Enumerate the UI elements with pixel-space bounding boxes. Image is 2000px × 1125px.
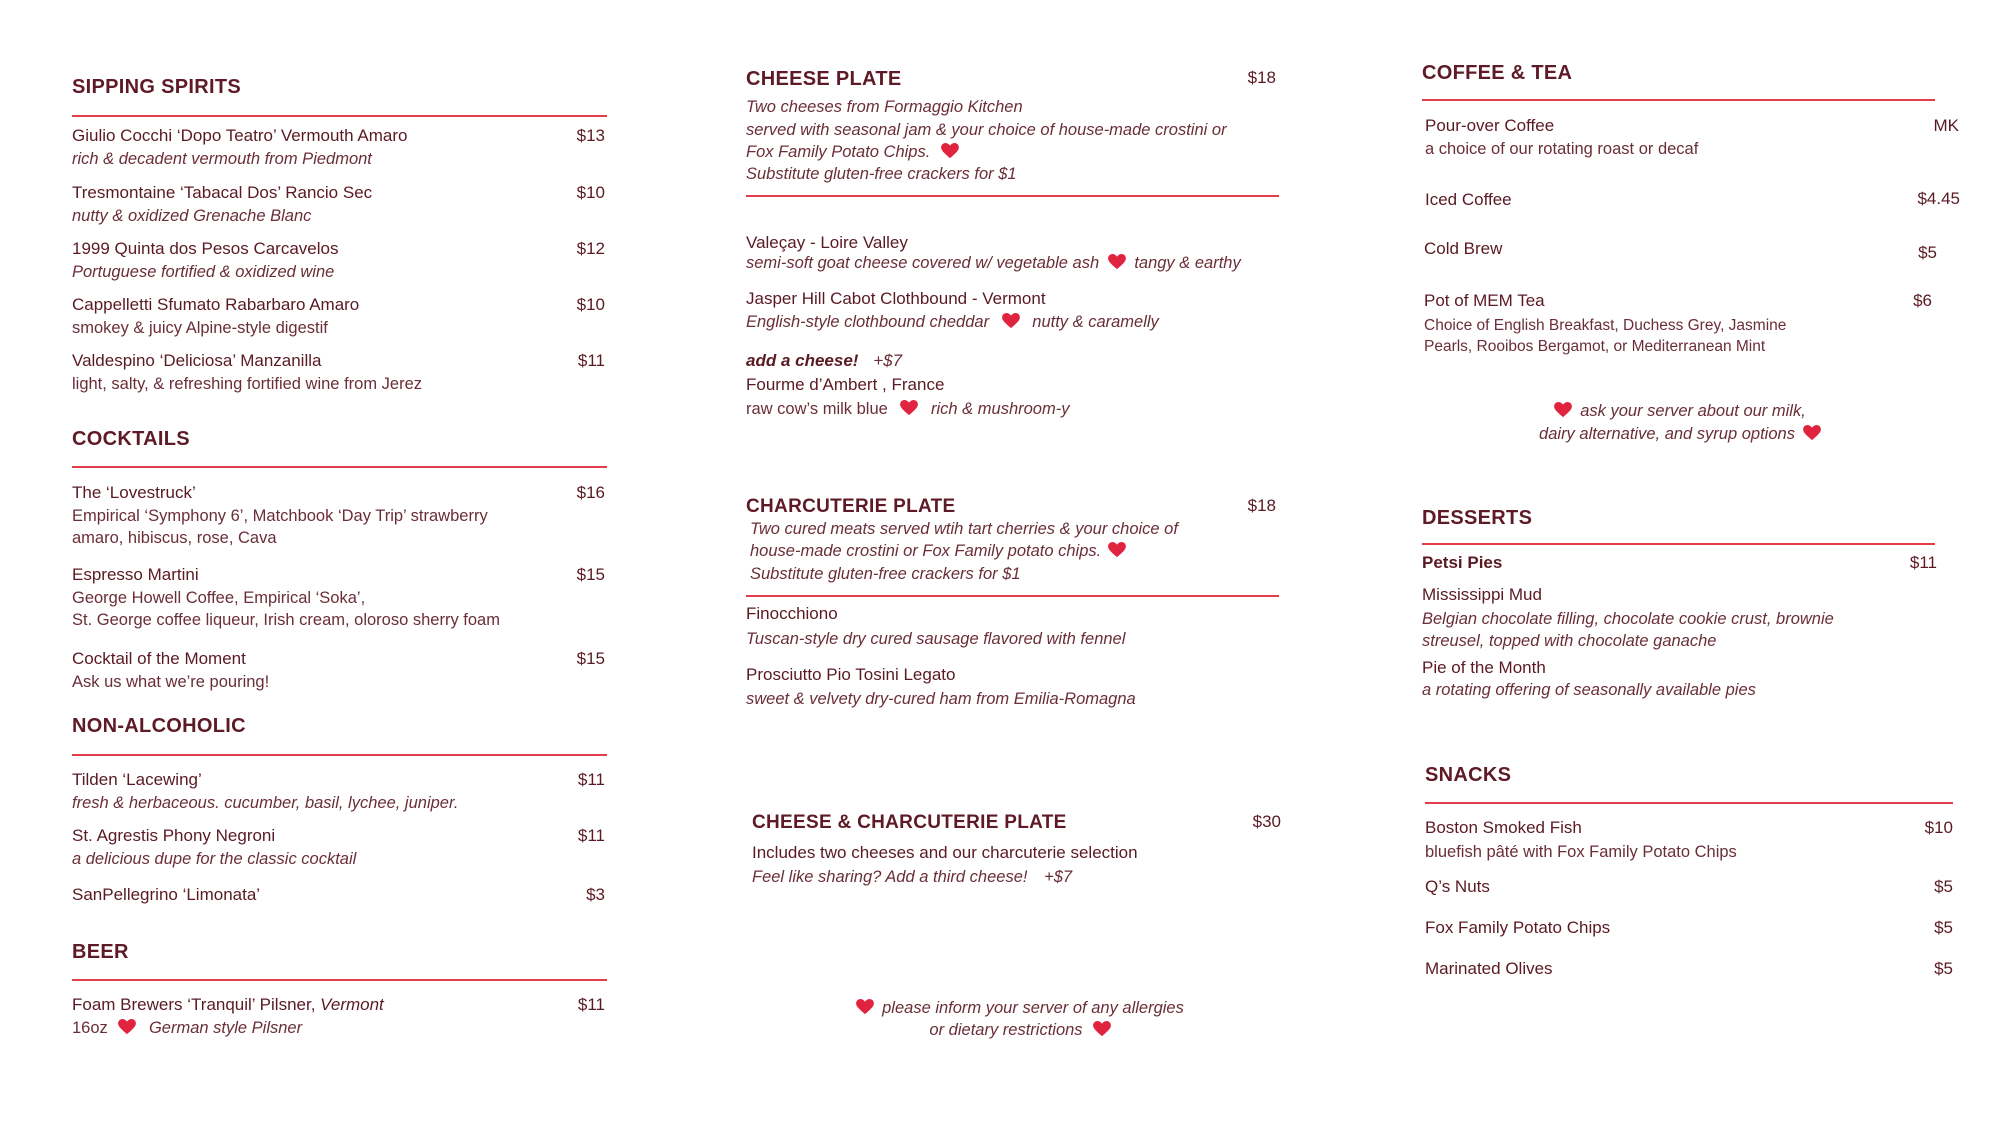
- cheese-name: Jasper Hill Cabot Clothbound - Vermont: [746, 289, 1046, 308]
- charcuterie-plate-desc: [750, 542, 1126, 561]
- menu-item-name: Cold Brew: [1424, 239, 1503, 258]
- heart-icon: [856, 999, 874, 1015]
- menu-item-name: Tresmontaine ‘Tabacal Dos’ Rancio Sec: [72, 183, 373, 202]
- menu-item-name: Pour-over Coffee: [1425, 116, 1555, 135]
- charcuterie-plate-desc: Two cured meats served wtih tart cherries & your choice of: [750, 520, 1178, 538]
- menu-item-price: $10: [1924, 818, 1953, 837]
- menu-item-desc: a rotating offering of seasonally available pies: [1422, 681, 1756, 699]
- divider: [1425, 802, 1953, 804]
- menu-item-desc: fresh & herbaceous. cucumber, basil, lychee, juniper.: [72, 794, 459, 812]
- menu-item-name: Marinated Olives: [1425, 959, 1553, 978]
- charcuterie-desc: sweet & velvety dry-cured ham from Emilia-Romagna: [746, 690, 1136, 708]
- menu-item-desc: Belgian chocolate filling, chocolate cookie crust, brownie: [1422, 610, 1834, 628]
- sipping-spirits-heading: SIPPING SPIRITS: [72, 76, 241, 98]
- beer-style: German style Pilsner: [148, 1019, 303, 1037]
- divider: [72, 754, 607, 756]
- combo-share-price: +$7: [1044, 868, 1073, 886]
- milk-note: [1430, 402, 1930, 421]
- combo-plate-price: $30: [1252, 812, 1281, 831]
- divider: [1422, 543, 1935, 545]
- menu-item-desc: Choice of English Breakfast, Duchess Grey, Jasmine: [1424, 317, 1787, 334]
- divider: [72, 115, 607, 117]
- menu-item-name: Tilden ‘Lacewing’: [72, 770, 202, 789]
- menu-item-name: Boston Smoked Fish: [1425, 818, 1582, 837]
- charcuterie-plate-desc: Substitute gluten-free crackers for $1: [750, 565, 1021, 583]
- beer-size: 16oz: [72, 1019, 108, 1037]
- menu-item-price: $15: [576, 565, 605, 584]
- charcuterie-plate-price: $18: [1247, 496, 1276, 515]
- divider: [746, 195, 1279, 197]
- menu-item-price: $13: [576, 126, 605, 145]
- charcuterie-desc: Tuscan-style dry cured sausage flavored with fennel: [746, 630, 1126, 648]
- cheese-plate-desc-text: Fox Family Potato Chips.: [746, 143, 931, 161]
- menu-item-price: $11: [577, 770, 605, 789]
- menu-item-price: $5: [1934, 918, 1953, 937]
- menu-item-name: Pot of MEM Tea: [1424, 291, 1545, 310]
- menu-item-name: Q’s Nuts: [1425, 877, 1490, 896]
- menu-item-desc: St. George coffee liqueur, Irish cream, oloroso sherry foam: [72, 611, 500, 629]
- menu-item-name: Cocktail of the Moment: [72, 649, 246, 668]
- combo-share-line: [752, 868, 1072, 887]
- menu-item-desc: streusel, topped with chocolate ganache: [1422, 632, 1717, 650]
- cheese-plate-price: $18: [1247, 68, 1276, 87]
- menu-item-price: $3: [586, 885, 605, 904]
- menu-item-price: MK: [1933, 116, 1959, 135]
- divider: [1422, 99, 1935, 101]
- divider: [72, 979, 607, 981]
- menu-item-price: $11: [577, 826, 605, 845]
- menu-item-price: $10: [576, 295, 605, 314]
- cheese-desc-b: tangy & earthy: [1134, 254, 1241, 272]
- heart-icon: [1002, 313, 1020, 329]
- milk-note-line-1: ask your server about our milk,: [1580, 402, 1806, 420]
- menu-item-price: $5: [1918, 243, 1937, 262]
- charcuterie-plate-desc-text: house-made crostini or Fox Family potato chips.: [750, 542, 1102, 560]
- cocktails-heading: COCKTAILS: [72, 428, 190, 450]
- cheese-desc-a: English-style clothbound cheddar: [746, 313, 990, 331]
- combo-plate-heading: CHEESE & CHARCUTERIE PLATE: [752, 812, 1067, 833]
- menu-item-desc: light, salty, & refreshing fortified wine from Jerez: [72, 375, 422, 393]
- menu-item-name: The ‘Lovestruck’: [72, 483, 196, 502]
- snacks-heading: SNACKS: [1425, 764, 1512, 786]
- menu-item-name: Fox Family Potato Chips: [1425, 918, 1611, 937]
- heart-icon: [1108, 254, 1126, 270]
- cheese-plate-heading: CHEESE PLATE: [746, 68, 902, 90]
- combo-desc: Includes two cheeses and our charcuterie selection: [752, 843, 1138, 862]
- heart-icon: [1803, 425, 1821, 441]
- menu-item-desc: amaro, hibiscus, rose, Cava: [72, 529, 277, 547]
- menu-item-desc: Ask us what we’re pouring!: [72, 673, 270, 691]
- charcuterie-plate-heading: CHARCUTERIE PLATE: [746, 496, 956, 517]
- menu-item-name: St. Agrestis Phony Negroni: [72, 826, 276, 845]
- menu-item-name: Pie of the Month: [1422, 658, 1546, 677]
- cheese-desc-b: nutty & caramelly: [1032, 313, 1159, 331]
- menu-item-price: $15: [576, 649, 605, 668]
- heart-icon: [1554, 402, 1572, 418]
- menu-item-name: Iced Coffee: [1425, 190, 1512, 209]
- menu-item-price: $10: [576, 183, 605, 202]
- cheese-desc: [746, 313, 1159, 332]
- add-cheese-label: add a cheese!: [746, 351, 859, 370]
- cheese-desc-b: rich & mushroom-y: [931, 400, 1070, 418]
- add-cheese-price: +$7: [873, 351, 903, 370]
- charcuterie-name: Finocchiono: [746, 604, 838, 623]
- coffee-tea-heading: COFFEE & TEA: [1422, 62, 1573, 84]
- cheese-name: Fourme d’Ambert , France: [746, 375, 945, 394]
- cheese-desc-a: raw cow’s milk blue: [746, 400, 888, 418]
- menu-item-name: Giulio Cocchi ‘Dopo Teatro’ Vermouth Amaro: [72, 126, 408, 145]
- divider: [72, 466, 607, 468]
- charcuterie-name: Prosciutto Pio Tosini Legato: [746, 665, 956, 684]
- menu-item-price: $4.45: [1917, 189, 1960, 208]
- menu-item-price: $16: [576, 483, 605, 502]
- allergy-line-1: please inform your server of any allergies: [882, 999, 1184, 1017]
- menu-item-name: Valdespino ‘Deliciosa’ Manzanilla: [72, 351, 322, 370]
- menu-item-desc: Empirical ‘Symphony 6’, Matchbook ‘Day Trip’ strawberry: [72, 507, 488, 525]
- heart-icon: [1108, 542, 1126, 558]
- menu-item-price: $5: [1934, 877, 1953, 896]
- beer-name: Foam Brewers ‘Tranquil’ Pilsner,: [72, 995, 321, 1014]
- menu-item-desc: Pearls, Rooibos Bergamot, or Mediterranean Mint: [1424, 338, 1766, 355]
- heart-icon: [118, 1019, 136, 1035]
- menu-item-price: $6: [1913, 291, 1932, 310]
- menu-item-desc: George Howell Coffee, Empirical ‘Soka’,: [72, 589, 366, 607]
- heart-icon: [941, 143, 959, 159]
- menu-item-desc: nutty & oxidized Grenache Blanc: [72, 207, 312, 225]
- menu-item-name: [72, 995, 384, 1015]
- menu-item-name: Espresso Martini: [72, 565, 199, 584]
- petsi-pies-label: Petsi Pies: [1422, 553, 1503, 572]
- cheese-plate-desc: Two cheeses from Formaggio Kitchen: [746, 98, 1023, 116]
- cheese-name: Valeçay - Loire Valley: [746, 233, 908, 252]
- cheese-desc-a: semi-soft goat cheese covered w/ vegetable ash: [746, 254, 1100, 272]
- combo-share-text: Feel like sharing? Add a third cheese!: [752, 868, 1028, 886]
- menu-item-desc: a delicious dupe for the classic cocktail: [72, 850, 357, 868]
- desserts-heading: DESSERTS: [1422, 507, 1533, 529]
- cheese-desc: [746, 254, 1241, 273]
- menu-item-price: $11: [577, 351, 605, 370]
- menu-item-desc: rich & decadent vermouth from Piedmont: [72, 150, 372, 168]
- cheese-plate-desc: served with seasonal jam & your choice of house-made crostini or: [746, 121, 1227, 139]
- milk-note: [1430, 425, 1930, 444]
- menu-item-name: Cappelletti Sfumato Rabarbaro Amaro: [72, 295, 360, 314]
- divider: [746, 595, 1279, 597]
- menu-item-desc: [72, 1019, 302, 1038]
- cheese-plate-desc: Substitute gluten-free crackers for $1: [746, 165, 1017, 183]
- cheese-desc: [746, 400, 1069, 419]
- heart-icon: [1093, 1021, 1111, 1037]
- menu-item-desc: bluefish pâté with Fox Family Potato Chips: [1425, 843, 1737, 861]
- menu-item-price: $11: [1909, 553, 1937, 572]
- allergy-line-2: or dietary restrictions: [929, 1021, 1083, 1039]
- non-alcoholic-heading: NON-ALCOHOLIC: [72, 715, 246, 737]
- milk-note-line-2: dairy alternative, and syrup options: [1539, 425, 1795, 443]
- menu-item-price: $12: [576, 239, 605, 258]
- menu-item-price: $5: [1934, 959, 1953, 978]
- cheese-plate-desc: [746, 143, 959, 162]
- menu-item-desc: Portuguese fortified & oxidized wine: [72, 263, 335, 281]
- beer-origin: Vermont: [320, 995, 384, 1014]
- menu-item-desc: a choice of our rotating roast or decaf: [1425, 140, 1699, 158]
- menu-item-desc: smokey & juicy Alpine-style digestif: [72, 319, 328, 337]
- allergy-note: [780, 1021, 1260, 1040]
- allergy-note: [780, 999, 1260, 1018]
- menu-item-price: $11: [577, 995, 605, 1014]
- menu-item-name: SanPellegrino ‘Limonata’: [72, 885, 261, 904]
- menu-item-name: Mississippi Mud: [1422, 585, 1542, 604]
- menu-item-name: 1999 Quinta dos Pesos Carcavelos: [72, 239, 339, 258]
- heart-icon: [900, 400, 918, 416]
- beer-heading: BEER: [72, 941, 129, 963]
- add-cheese-line: [746, 351, 902, 371]
